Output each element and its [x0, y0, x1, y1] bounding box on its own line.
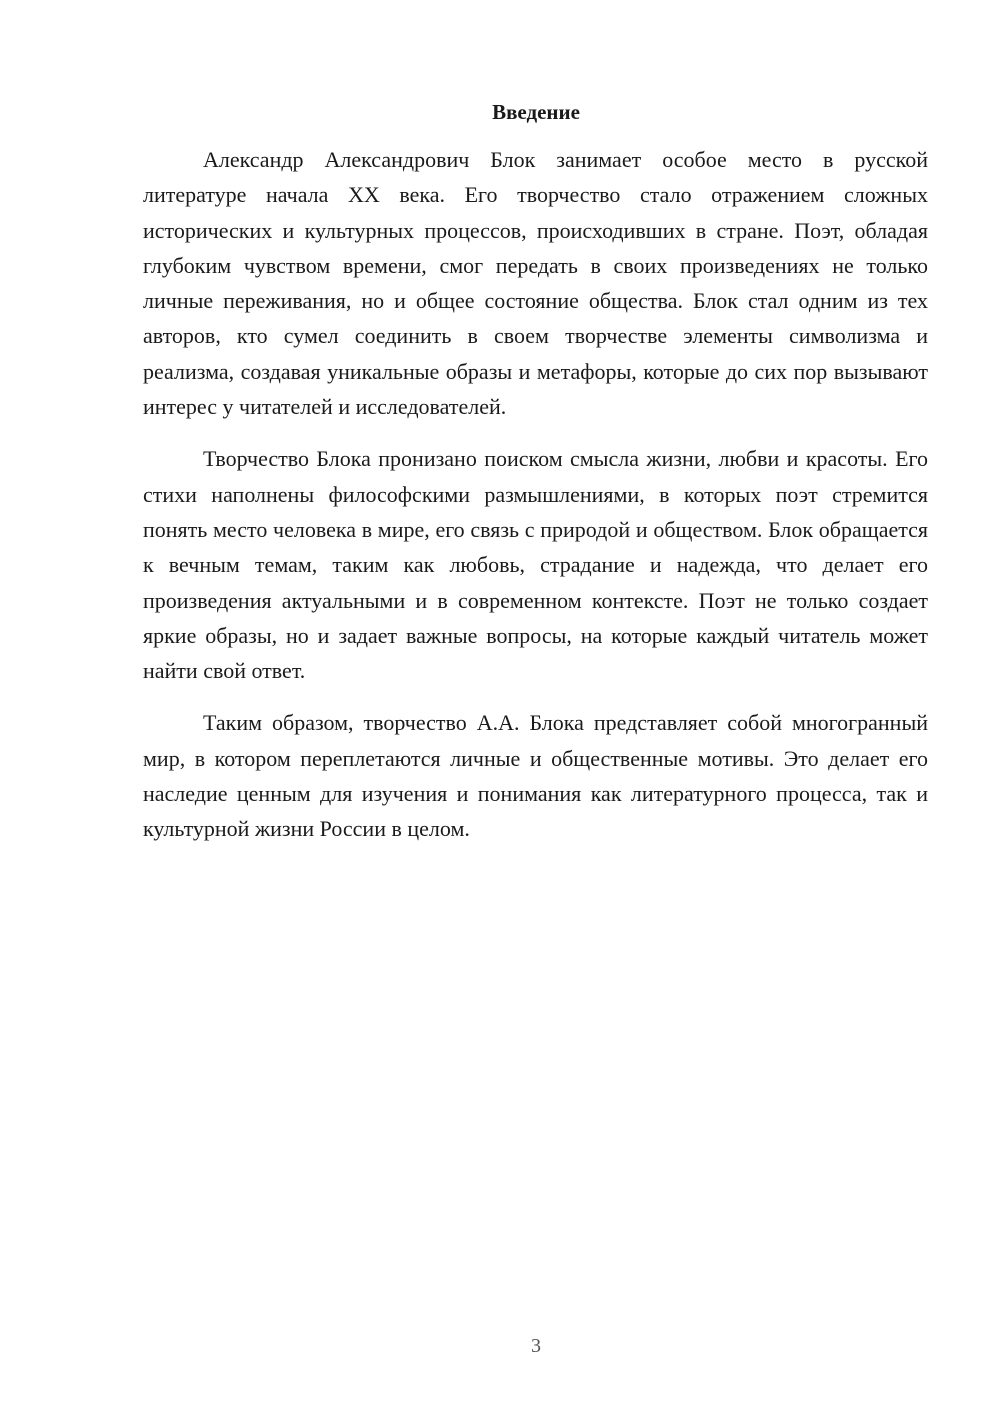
paragraph-1: Александр Александрович Блок занимает особое место в русской литературе начала XX века. Его творчество стало отражением сложных исторических и культурных процессов, происходивших в стране. Поэт, обладая глубоким чувством времени, смог передать в своих произведениях не только личные переживания, но и общее состояние общества. Блок стал одним из тех авторов, кто сумел соединить в своем творчестве элементы символизма и реализма, создавая уникальные образы и метафоры, которые до сих пор вызывают интерес у читателей и исследователей. — [143, 147, 928, 420]
document-body — [143, 142, 928, 864]
section-title: Введение — [492, 100, 580, 124]
paragraph-3: Таким образом, творчество А.А. Блока представляет собой многогранный мир, в котором переплетаются личные и общественные мотивы. Это делает его наследие ценным для изучения и понимания как литературного процесса, так и культурной жизни России в целом. — [143, 710, 928, 842]
paragraph-2: Творчество Блока пронизано поиском смысла жизни, любви и красоты. Его стихи наполнены философскими размышлениями, в которых поэт стремится понять место человека в мире, его связь с природой и обществом. Блок обращается к вечным темам, таким как любовь, страдание и надежда, что делает его произведения актуальными и в современном контексте. Поэт не только создает яркие образы, но и задает важные вопросы, на которые каждый читатель может найти свой ответ. — [143, 446, 928, 684]
page-number: 3 — [531, 1335, 541, 1357]
